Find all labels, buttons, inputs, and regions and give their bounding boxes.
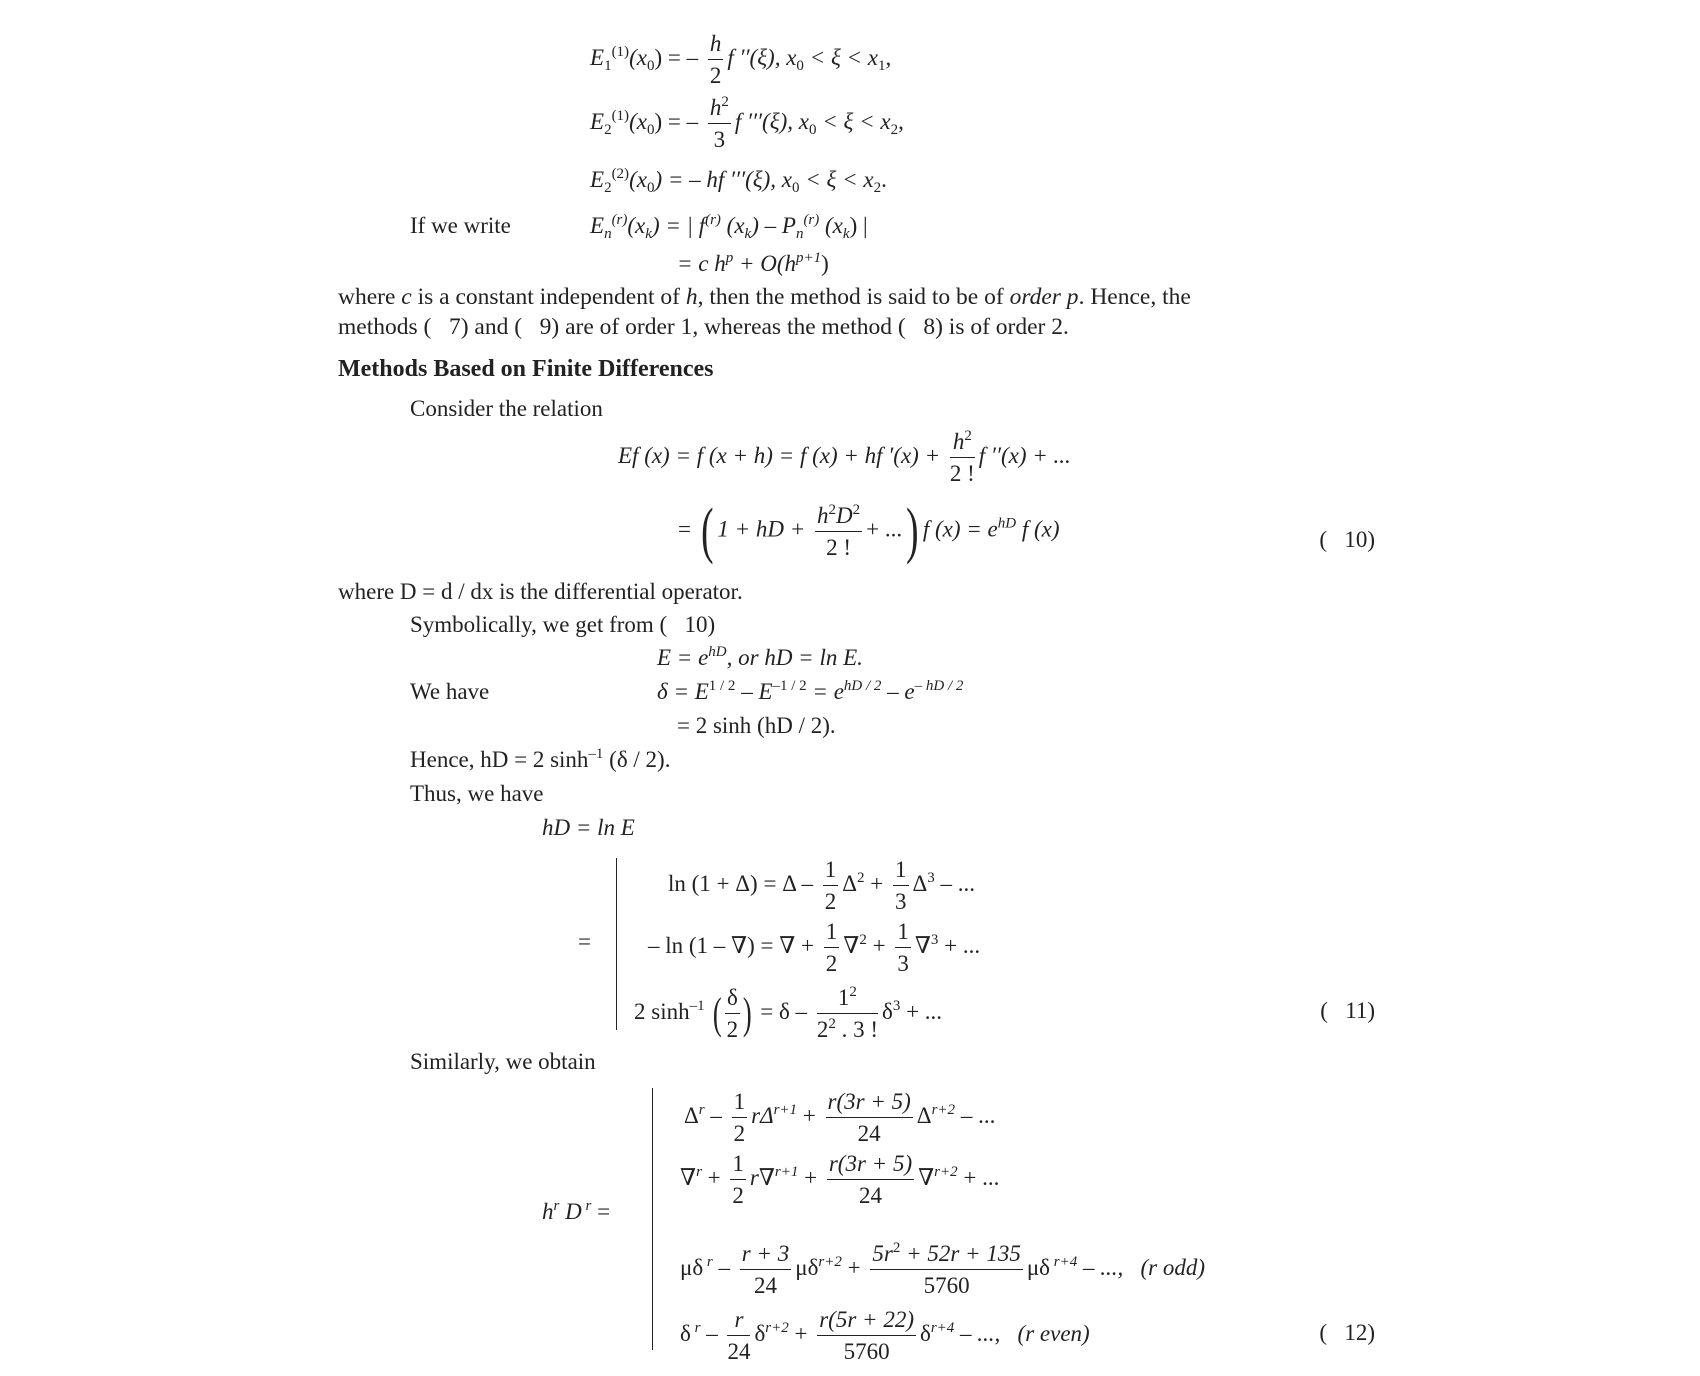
equation-number-11: ( 11) [1320, 998, 1375, 1023]
paragraph-order-line1: where c is a constant independent of h, then the method is said to be of order p. Hence, the [338, 284, 1191, 310]
equation-11-bar [616, 858, 617, 1030]
equation-10-line1: Ef (x) = f (x + h) = f (x) + hf ′(x) + $\frac{h^2}{2 !}$ f ′′(x) + ... [618, 428, 1071, 486]
delta-equation: $\delta = E^{1 / 2} - E^{-1 / 2} = e^{hD / 2} - e^{- hD / 2}$ [657, 678, 964, 704]
symbolically-text: Symbolically, we get from ( 10) [410, 612, 716, 637]
equation-e2: $E_2^{(1)}(x_0)$ = – $\frac{h^2}{3}$ f ′′′(ξ), $x_0 < \xi < x_2$, [590, 94, 904, 152]
equation-10-line2: = ( 1 + hD + $\frac{h^2D^2}{2 !}$ + ...) f $(x) = e^{hD}$ f (x) [678, 497, 1060, 565]
equation-11-row3: 2 $\sinh^{-1}$ ( $\frac{\delta}{2}$ ) = δ – $\frac{1^2}{2^2 . 3 !}$ $\delta^3$ + ... [634, 984, 943, 1042]
hD-lnE-equation: hD = ln E [542, 815, 635, 840]
equation-12-row2: ∇$^r$ + $\frac{1}{2}$ r∇$^{r+1}$ + $\frac{r(3r + 5)}{24}$ ∇$^{r+2}$ + ... [680, 1151, 1000, 1208]
order-equation: $E_n^{(r)}(x_k)$ = | $f^{(r)}$ $(x_k) - P_n^{(r)}$ $(x_k)$ | [590, 212, 868, 242]
equation-11-equals: = [578, 929, 591, 954]
thus-text: Thus, we have [410, 781, 544, 806]
equation-11-row1: ln (1 + Δ) = Δ – $\frac{1}{2}$ $\Delta^2$ + $\frac{1}{3}$ $\Delta^3$ – ... [668, 857, 976, 914]
equation-12-row1: $\Delta^r$ – $\frac{1}{2}$ $r\Delta^{r+1}$ + $\frac{r(3r + 5)}{24}$ $\Delta^{r+2}$ – ... [684, 1089, 996, 1146]
E-equation: $E = e^{hD}$, or hD = ln E. [657, 644, 863, 670]
hence-text: Hence, hD = 2 $\sinh^{-1} (\delta / 2)$. [410, 746, 671, 772]
equation-11-row2: – ln (1 – ∇) = ∇ + $\frac{1}{2}$ ∇$^2$ + $\frac{1}{3}$ ∇$^3$ + ... [648, 919, 981, 976]
paragraph-order-line2: methods ( 7) and ( 9) are of order 1, whereas the method ( 8) is of order 2. [338, 314, 1069, 340]
section-title: Methods Based on Finite Differences [338, 356, 714, 382]
equation-12-bar [652, 1088, 653, 1350]
if-we-write-label: If we write [410, 213, 511, 238]
equation-number-12: ( 12) [1319, 1320, 1375, 1345]
equation-12-row4: δ $^r$ – $\frac{r}{24}$ $\delta^{r+2}$ + $\frac{r(5r + 22)}{5760}$ $\delta^{r+4}$ – ..., (r even) [680, 1307, 1090, 1364]
equation-12-row3: μδ $^r$ – $\frac{r + 3}{24}$ $\mu\delta^{r+2}$ + $\frac{5r^2 + 52r + 135}{5760}$ μδ $^{r+4}$ – ..., (r odd) [680, 1240, 1205, 1298]
similarly-text: Similarly, we obtain [410, 1049, 596, 1074]
equation-12-lhs: $h^r$ D $^r$ = [542, 1198, 611, 1224]
delta-equation-line2: = 2 sinh (hD / 2). [677, 713, 836, 738]
equation-e3: $E_2^{(2)}(x_0)$ = – hf ′′′(ξ), $x_0 < \xi < x_2$. [590, 166, 887, 196]
equation-number-10: ( 10) [1319, 527, 1375, 552]
we-have-label: We have [410, 679, 490, 704]
where-D-text: where D = d / dx is the differential operator. [338, 579, 743, 604]
equation-e1: $E_1^{(1)}(x_0)$ = – $\frac{h}{2}$ f ′′(ξ), $x_0 < \xi < x_1$, [590, 31, 892, 88]
order-equation-line2: = c $h^p + O(h^{p+1})$ [677, 250, 829, 276]
consider-text: Consider the relation [410, 396, 603, 421]
